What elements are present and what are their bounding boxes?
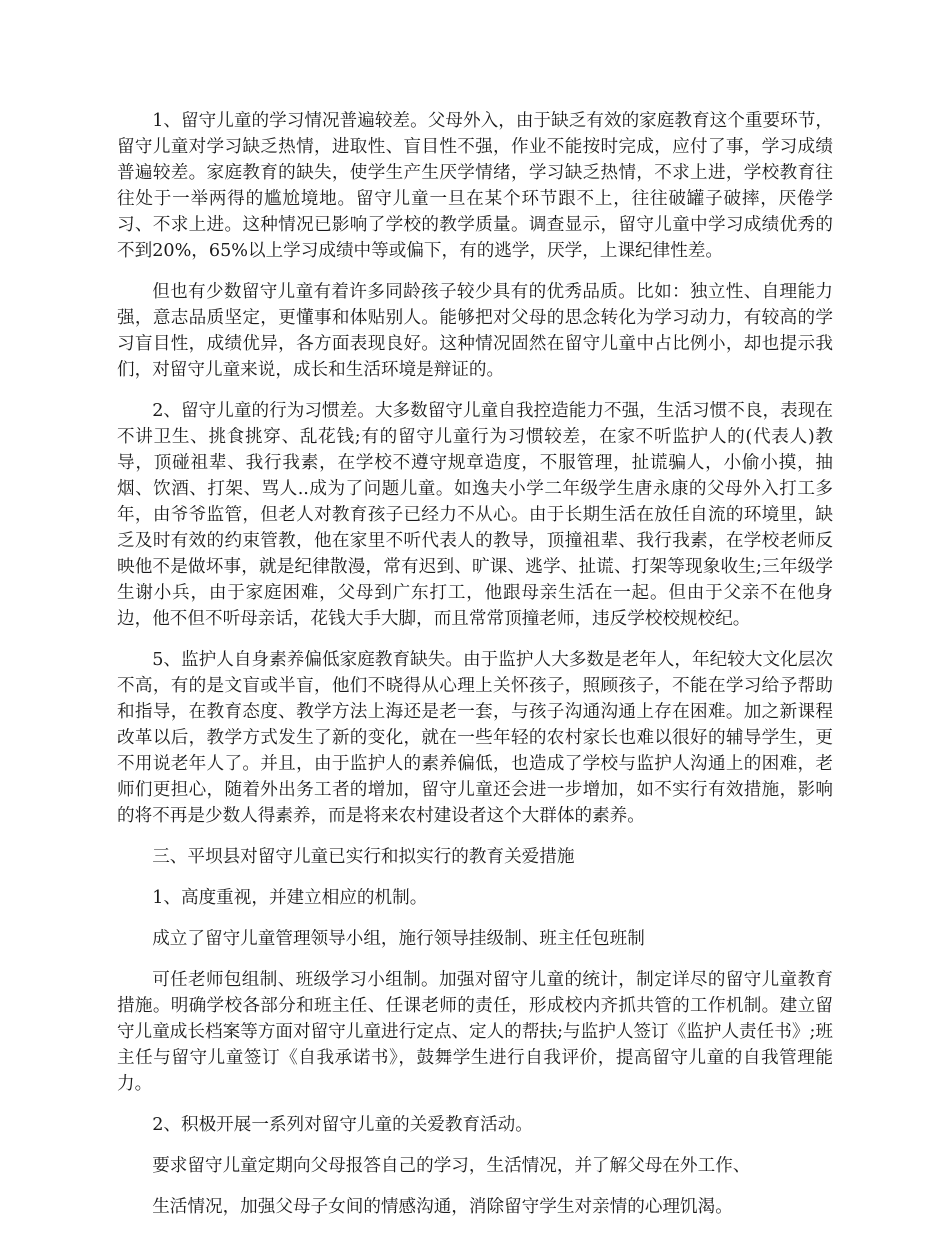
paragraph-leadership-group: 成立了留守儿童管理领导小组，施行领导挂级制、班主任包班制: [152, 929, 645, 949]
paragraph-teacher-responsibility: 可任老师包组制、班级学习小组制。加强对留守儿童的统计，制定详尽的留守儿童教育措施。明确学校各部分和班主任、任课老师的责任，形成校内齐抓共管的工作机制。建立留守儿童成长档案等方面对留守儿童进行定点、定人的帮扶;与监护人签订《监护人责任书》;班主任与留守儿童签订《自我承诺书》，鼓舞学生进行自我评价，提高留守儿童的自我管理能力。: [117, 970, 833, 1094]
document-body: [117, 108, 833, 1235]
item-heading-activities: 2、积极开展一系列对留守儿童的关爱教育活动。: [152, 1115, 533, 1135]
paragraph-behavior-habits: 2、留守儿童的行为习惯差。大多数留守儿童自我控造能力不强，生活习惯不良，表现在不讲卫生、挑食挑穿、乱花钱;有的留守儿童行为习惯较差，在家不听监护人的(代表人)教导，顶碰祖辈、我行我素，在学校不遵守规章造度，不服管理，扯谎骗人，小偷小摸，抽烟、饮酒、打架、骂人..成为了问题儿童。如逸夫小学二年级学生唐永康的父母外入打工多年，由爷爷监管，但老人对教育孩子已经力不从心。由于长期生活在放任自流的环境里，缺乏及时有效的约束管教，他在家里不听代表人的教导，顶撞祖辈、我行我素，在学校老师反映他不是做坏事，就是纪律散漫，常有迟到、旷课、逃学、扯谎、打架等现象收生;三年级学生谢小兵，由于家庭困难，父母到广东打工，他跟母亲生活在一起。但由于父亲不在他身边，他不但不听母亲话，花钱大手大脚，而且常常顶撞老师，违反学校校规校纪。: [117, 401, 833, 629]
paragraph-positive-qualities: 但也有少数留守儿童有着许多同龄孩子较少具有的优秀品质。比如：独立性、自理能力强，意志品质坚定，更懂事和体贴别人。能够把对父母的思念转化为学习动力，有较高的学习盲目性，成绩优异，各方面表现良好。这种情况固然在留守儿童中占比例小，却也提示我们，对留守儿童来说，成长和生活环境是辩证的。: [117, 282, 833, 380]
paragraph-report-to-parents: 要求留守儿童定期向父母报答自己的学习，生活情况，并了解父母在外工作、: [152, 1156, 751, 1176]
paragraph-emotional-communication: 生活情况，加强父母子女间的情感沟通，消除留守学生对亲情的心理饥渴。: [152, 1197, 733, 1217]
paragraph-learning-status: 1、留守儿童的学习情况普遍较差。父母外入，由于缺乏有效的家庭教育这个重要环节，留守儿童对学习缺乏热情，进取性、盲目性不强，作业不能按时完成，应付了事，学习成绩普遍较差。家庭教育的缺失，使学生产生厌学情绪，学习缺乏热情，不求上进，学校教育往往处于一举两得的尴尬境地。留守儿童一旦在某个环节跟不上，往往破罐子破摔，厌倦学习、不求上进。这种情况已影响了学校的教学质量。调查显示，留守儿童中学习成绩优秀的不到20%，65%以上学习成绩中等或偏下，有的逃学，厌学，上课纪律性差。: [117, 111, 833, 261]
item-heading-mechanism: 1、高度重视，并建立相应的机制。: [152, 888, 428, 908]
section-heading-measures: 三、平坝县对留守儿童已实行和拟实行的教育关爱措施: [152, 847, 575, 867]
paragraph-guardian-quality: 5、监护人自身素养偏低家庭教育缺失。由于监护人大多数是老年人，年纪较大文化层次不高，有的是文盲或半盲，他们不晓得从心理上关怀孩子，照顾孩子，不能在学习给予帮助和指导，在教育态度、教学方法上海还是老一套，与孩子沟通沟通上存在困难。加之新课程改革以后，教学方式发生了新的变化，就在一些年轻的农村家长也难以很好的辅导学生，更不用说老年人了。并且，由于监护人的素养偏低，也造成了学校与监护人沟通上的困难，老师们更担心，随着外出务工者的增加，留守儿童还会进一步增加，如不实行有效措施，影响的将不再是少数人得素养，而是将来农村建设者这个大群体的素养。: [117, 650, 833, 826]
